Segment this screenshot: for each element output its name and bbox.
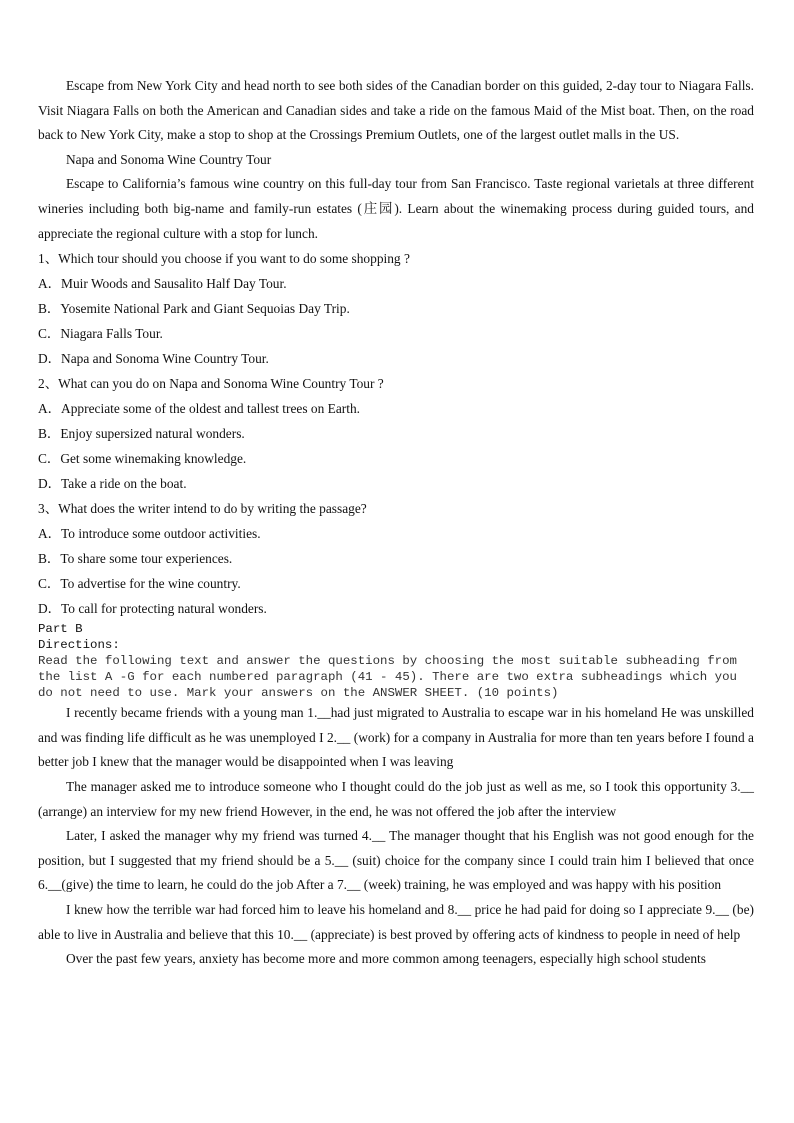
question-stem: 1、Which tour should you choose if you want to do some shopping ? [38,251,410,267]
story-paragraph-1: I recently became friends with a young man 1.__had just migrated to Australia to escape war in his homeland He was unskilled and was finding life difficult as he was unemployed I 2.__ (work) for a company in Australia for more than ten years before I found a better job I knew that the manager would be disappointed when I was leaving [38,705,754,770]
option-a: A．Muir Woods and Sausalito Half Day Tour. [38,276,287,292]
heading-napa-tour: Napa and Sonoma Wine Country Tour [66,151,272,167]
option-c: C．Get some winemaking knowledge. [38,451,247,467]
story-paragraph-4: I knew how the terrible war had forced him to leave his homeland and 8.__ price he had paid for doing so I appreciate 9.__ (be) able to live in Australia and believe that this 10.__ (appreciate) is best proved by offering acts of kindness to people in need of help [38,901,754,942]
option-d: D．Take a ride on the boat. [38,476,187,492]
option-a: A．To introduce some outdoor activities. [38,526,261,542]
directions-label: Directions: [38,638,120,653]
question-1 [38,246,754,371]
option-c: C．Niagara Falls Tour. [38,326,163,342]
question-2 [38,371,754,496]
question-stem: 3、What does the writer intend to do by writing the passage? [38,501,367,517]
option-c: C．To advertise for the wine country. [38,576,241,592]
part-b-section [38,621,754,701]
option-b: B．Yosemite National Park and Giant Sequoias Day Trip. [38,301,350,317]
part-b-title: Part B [38,622,83,637]
option-b: B．To share some tour experiences. [38,551,233,567]
option-d: D．To call for protecting natural wonders. [38,601,267,617]
question-stem: 2、What can you do on Napa and Sonoma Wine Country Tour ? [38,376,384,392]
story-paragraph-5: Over the past few years, anxiety has become more and more common among teenagers, especially high school students [66,951,706,967]
story-paragraph-2: The manager asked me to introduce someone who I thought could do the job just as well as me, so I took this opportunity 3.__ (arrange) an interview for my new friend However, in the end, he was not offered the job after the interview [38,778,754,819]
story-paragraph-3: Later, I asked the manager why my friend was turned 4.__ The manager thought that his English was not good enough for the position, but I suggested that my friend should be a 5.__ (suit) choice for the company since I could train him I believed that once 6.__(give) the time to learn, he could do the job After a 7.__ (week) training, he was employed and was happy with his position [38,828,754,893]
option-a: A．Appreciate some of the oldest and tallest trees on Earth. [38,401,361,417]
option-d: D．Napa and Sonoma Wine Country Tour. [38,351,269,367]
directions-text: Read the following text and answer the questions by choosing the most suitable subheading from the list A -G for each numbered paragraph (41 - 45). There are two extra subheadings which you do not need to use. Mark your answers on the ANSWER SHEET. (10 points) [38,654,737,701]
option-b: B．Enjoy supersized natural wonders. [38,426,245,442]
question-3 [38,496,754,621]
paragraph-niagara-tour: Escape from New York City and head north to see both sides of the Canadian border on this guided, 2-day tour to Niagara Falls. Visit Niagara Falls on both the American and Canadian sides and take a ride on the famous Maid of the Mist boat. Then, on the road back to New York City, make a stop to shop at the Crossings Premium Outlets, one of the largest outlet malls in the US. [38,78,754,143]
paragraph-napa-tour: Escape to California’s famous wine country on this full-day tour from San Francisco. Taste regional varietals at three different wineries including both big-name and family-run estates (庄园). Learn about the winemaking process during guided tours, and appreciate the regional culture with a stop for lunch. [38,176,754,241]
